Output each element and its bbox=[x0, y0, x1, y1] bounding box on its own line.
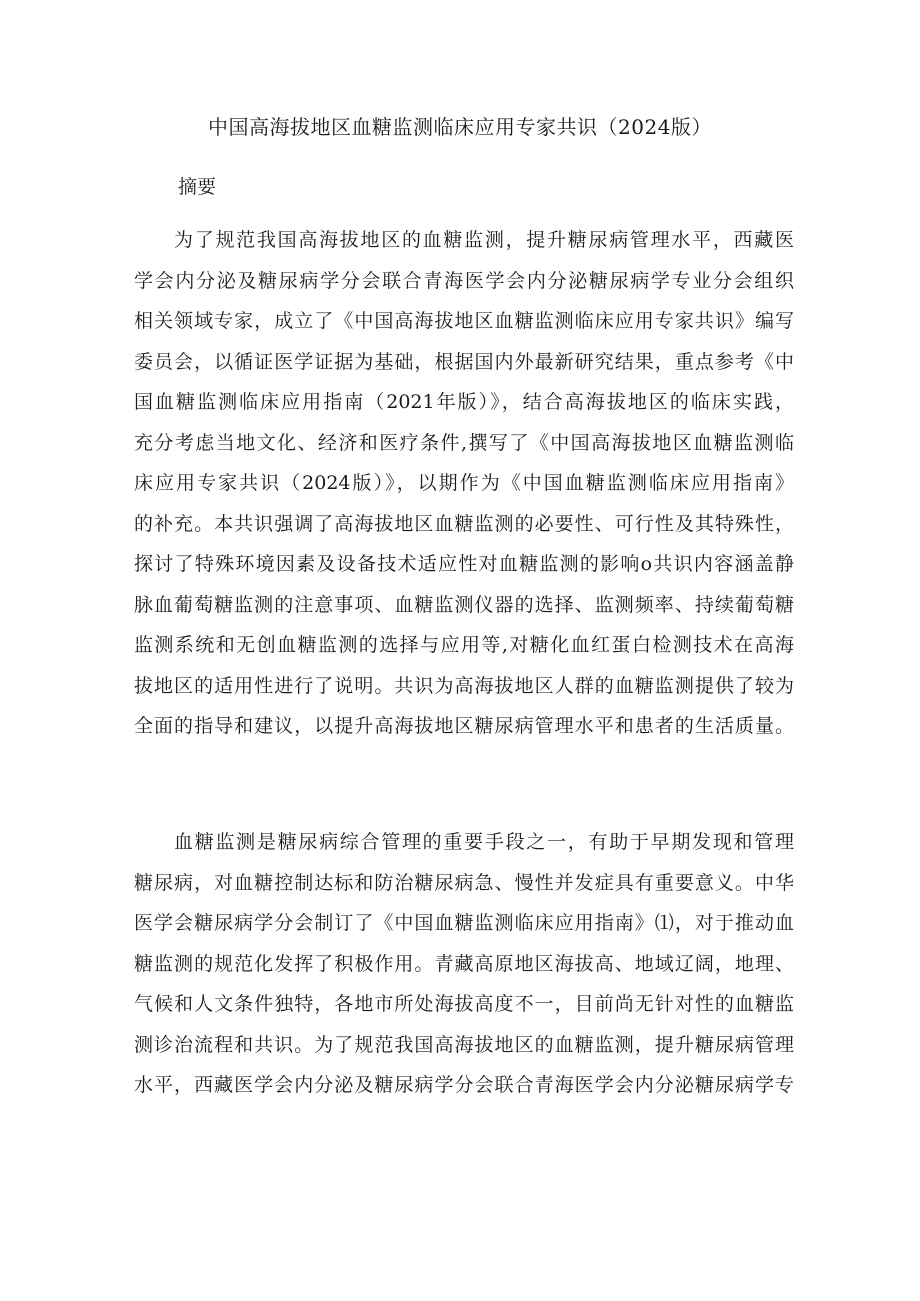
text-line: 糖监测的规范化发挥了积极作用。青藏高原地区海拔高、地域辽阔，地理、 bbox=[134, 952, 794, 975]
text-line: 学会内分泌及糖尿病学分会联合青海医学会内分泌糖尿病学专业分会组织 bbox=[134, 269, 794, 292]
abstract-paragraph bbox=[134, 220, 794, 747]
text-line: 气候和人文条件独特，各地市所处海拔高度不一，目前尚无针对性的血糖监 bbox=[134, 993, 794, 1015]
text-line: 委员会，以循证医学证据为基础，根据国内外最新研究结果，重点参考《中 bbox=[134, 350, 794, 373]
body-paragraph bbox=[134, 822, 794, 1106]
text-line: 相关领域专家，成立了《中国高海拔地区血糖监测临床应用专家共识》编写 bbox=[134, 310, 794, 332]
document-title: 中国高海拔地区血糖监测临床应用专家共识（2024版） bbox=[208, 115, 712, 139]
text-line: 水平，西藏医学会内分泌及糖尿病学分会联合青海医学会内分泌糖尿病学专 bbox=[134, 1074, 794, 1096]
text-line: 医学会糖尿病学分会制订了《中国血糖监测临床应用指南》⑴，对于推动血 bbox=[134, 912, 794, 934]
text-line: 血糖监测是糖尿病综合管理的重要手段之一，有助于早期发现和管理 bbox=[174, 831, 794, 853]
text-line: 的补充。本共识强调了高海拔地区血糖监测的必要性、可行性及其特殊性， bbox=[134, 512, 794, 535]
text-line: 测诊治流程和共识。为了规范我国高海拔地区的血糖监测，提升糖尿病管理 bbox=[134, 1033, 794, 1056]
text-line: 糖尿病，对血糖控制达标和防治糖尿病急、慢性并发症具有重要意义。中华 bbox=[134, 871, 794, 894]
text-line: 充分考虑当地文化、经济和医疗条件,撰写了《中国高海拔地区血糖监测临 bbox=[134, 431, 794, 454]
text-line: 拔地区的适用性进行了说明。共识为高海拔地区人群的血糖监测提供了较为 bbox=[134, 674, 794, 697]
text-line: 监测系统和无创血糖监测的选择与应用等,对糖化血红蛋白检测技术在高海 bbox=[134, 634, 794, 656]
text-line: 国血糖监测临床应用指南（2021年版）》，结合高海拔地区的临床实践， bbox=[134, 391, 794, 413]
text-line: 全面的指导和建议，以提升高海拔地区糖尿病管理水平和患者的生活质量。 bbox=[134, 715, 794, 737]
text-line: 脉血葡萄糖监测的注意事项、血糖监测仪器的选择、监测频率、持续葡萄糖 bbox=[134, 593, 794, 616]
abstract-heading: 摘要 bbox=[178, 176, 217, 198]
text-line: 探讨了特殊环境因素及设备技术适应性对血糖监测的影响o共识内容涵盖静 bbox=[134, 553, 794, 575]
text-line: 为了规范我国高海拔地区的血糖监测，提升糖尿病管理水平，西藏医 bbox=[174, 229, 794, 251]
text-line: 床应用专家共识（2024版）》，以期作为《中国血糖监测临床应用指南》 bbox=[134, 472, 794, 494]
